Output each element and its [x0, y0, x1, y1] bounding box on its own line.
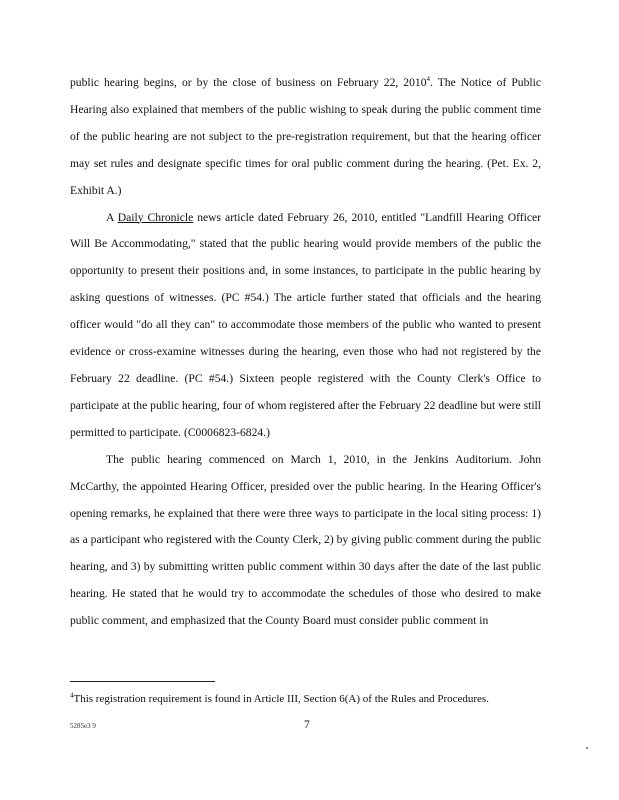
body-text	[70, 70, 541, 635]
page-number: 7	[304, 719, 310, 731]
footnote-marker: 4	[70, 691, 74, 700]
paragraph-2	[70, 205, 541, 447]
footnote-text: This registration requirement is found in Article III, Section 6(A) of the Rules and Procedures.	[73, 693, 489, 705]
footnote-reference: 4	[426, 75, 430, 84]
footnote-divider	[70, 681, 215, 682]
scan-speck	[586, 747, 588, 749]
footnote	[70, 692, 550, 706]
paragraph-3-text: The public hearing commenced on March 1, 2010, in the Jenkins Auditorium. John McCarthy, the appointed Hearing Officer, presided over the public hearing. In the Hearing Officer's opening remarks, he explained that there were three ways to participate in the local siting process: 1) as a participant who registered with the County Clerk, 2) by giving public comment during the public hearing, and 3) by submitting written public comment within 30 days after the date of the last public hearing. He stated that he would try to accommodate the schedules of those who desired to make public comment, and emphasized that the County Board must consider public comment in	[70, 452, 541, 628]
paragraph-2-text: news article dated February 26, 2010, entitled "Landfill Hearing Officer Will Be Accommodating," stated that the public hearing would provide members of the public the opportunity to present their positions and, in some instances, to participate in the public hearing by asking questions of witnesses. (PC #54.) The article further stated that officials and the hearing officer would "do all they can" to accommodate those members of the public who wanted to present evidence or cross-examine witnesses during the hearing, even those who had not registered by the February 22 deadline. (PC #54.) Sixteen people registered with the County Clerk's Office to participate at the public hearing, four of whom registered after the February 22 deadline but were still permitted to participate. (C0006823-6824.)	[70, 210, 541, 439]
paragraph-3	[70, 447, 541, 635]
paragraph-1-text-continued: . The Notice of Public Hearing also explained that members of the public wishing to speak during the public comment time of the public hearing are not subject to the pre-registration requirement, but that the hearing officer may set rules and designate specific times for oral public comment during the hearing. (Pet. Ex. 2, Exhibit A.)	[70, 76, 541, 197]
paragraph-2-lead: A	[106, 210, 118, 224]
document-id: 5285e3 9	[70, 722, 96, 730]
newspaper-title: Daily Chronicle	[117, 210, 194, 224]
paragraph-1	[70, 70, 541, 205]
paragraph-1-text: public hearing begins, or by the close of business on February 22, 2010	[70, 76, 427, 89]
